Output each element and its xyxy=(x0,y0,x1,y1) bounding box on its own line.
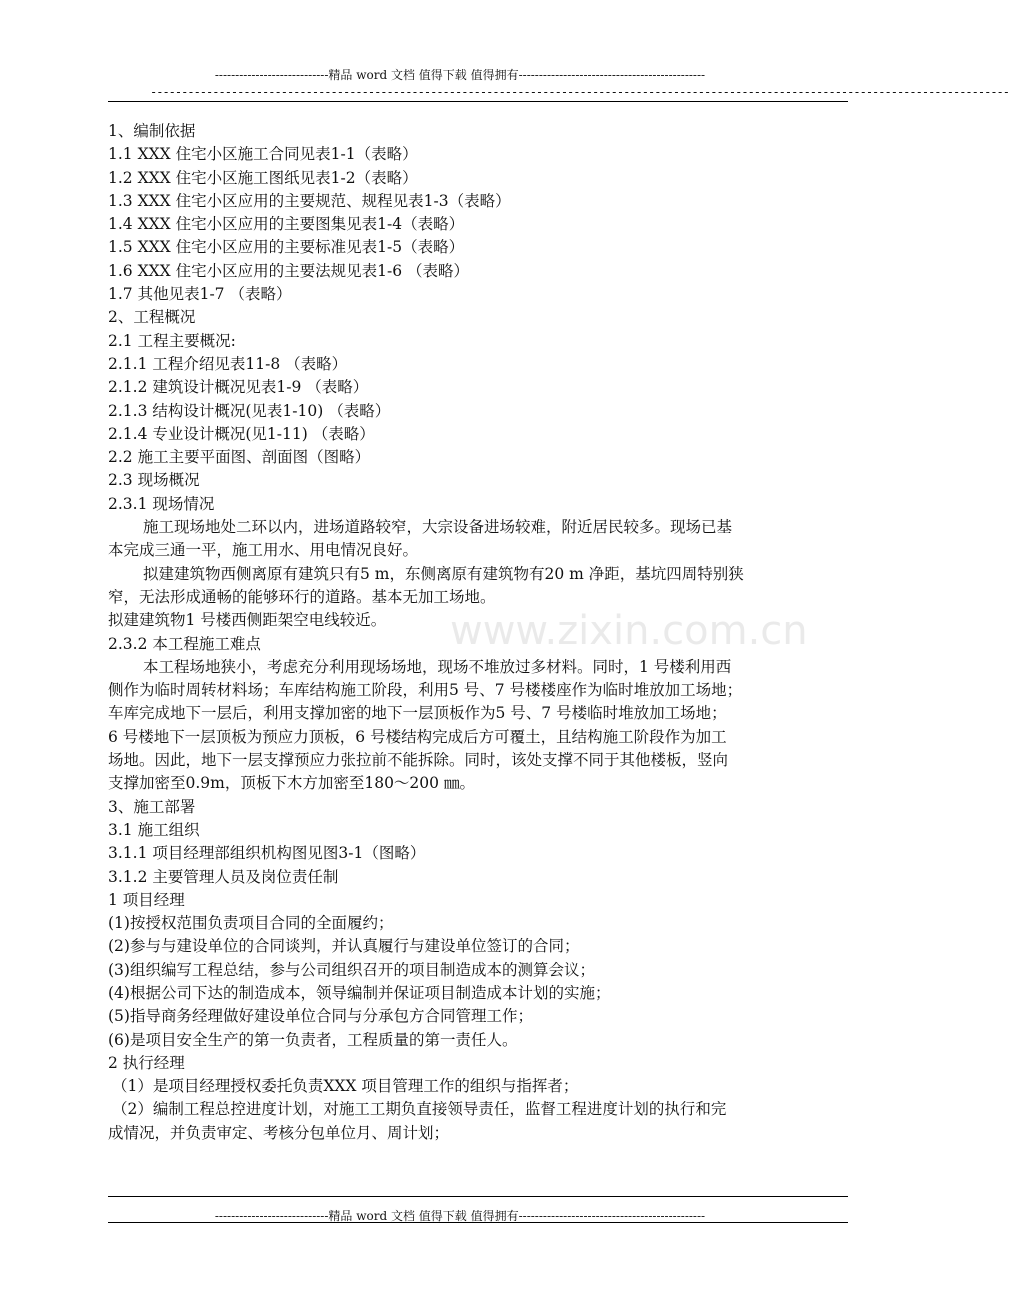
list-item: 1.5 XXX 住宅小区应用的主要标准见表1-5（表略） xyxy=(108,238,465,257)
list-item: （1）是项目经理授权委托负责XXX 项目管理工作的组织与指挥者； xyxy=(112,1077,579,1096)
paragraph-line: 本工程场地狭小，考虑充分利用现场场地，现场不堆放过多材料。同时，1 号楼利用西 xyxy=(143,657,732,676)
list-item: 2.3.1 现场情况 xyxy=(108,494,215,513)
paragraph-line: 窄，无法形成通畅的能够环行的道路。基本无加工场地。 xyxy=(108,587,496,606)
watermark: www.zixin.com.cn xyxy=(450,608,808,654)
list-item: 2.1.4 专业设计概况(见1-11) （表略） xyxy=(108,424,375,443)
list-item: 2.1.2 建筑设计概况见表1-9 （表略） xyxy=(108,378,369,397)
list-item: (4)根据公司下达的制造成本，领导编制并保证项目制造成本计划的实施； xyxy=(108,983,611,1002)
footer-bottom-rule xyxy=(108,1222,848,1223)
list-item: 1.1 XXX 住宅小区施工合同见表1-1（表略） xyxy=(108,145,418,164)
page-header-text: ----------------------------精品 word 文档 值得下载 值得拥有---------------------------------------------- xyxy=(214,68,706,82)
paragraph-line: 本完成三通一平，施工用水、用电情况良好。 xyxy=(108,541,419,560)
page-header-dashes: ------------------------------------------------------------------------------------------------------------------------------------------ xyxy=(150,85,1009,99)
list-item: 2 执行经理 xyxy=(108,1053,185,1072)
paragraph-line: 侧作为临时周转材料场；车库结构施工阶段，利用5 号、7 号楼楼座作为临时堆放加工场地； xyxy=(108,681,743,700)
list-item: 3.1 施工组织 xyxy=(108,820,200,839)
list-item: 2.1.1 工程介绍见表11-8 （表略） xyxy=(108,354,348,373)
list-item: 1 项目经理 xyxy=(108,890,185,909)
paragraph-line: 施工现场地处二环以内，进场道路较窄，大宗设备进场较难，附近居民较多。现场已基 xyxy=(143,518,733,537)
list-item: 2.3 现场概况 xyxy=(108,471,200,490)
list-item: 1.6 XXX 住宅小区应用的主要法规见表1-6 （表略） xyxy=(108,261,469,280)
section-heading: 3、施工部署 xyxy=(108,797,196,816)
list-item: 2.3.2 本工程施工难点 xyxy=(108,634,261,653)
list-item: 2.2 施工主要平面图、剖面图（图略） xyxy=(108,448,371,467)
footer-rule xyxy=(108,1196,848,1197)
paragraph-line: 支撑加密至0.9m，顶板下木方加密至180～200 ㎜。 xyxy=(108,774,475,793)
paragraph-line: 场地。因此，地下一层支撑预应力张拉前不能拆除。同时，该处支撑不同于其他楼板，竖向 xyxy=(108,751,729,770)
list-item: (6)是项目安全生产的第一负责者，工程质量的第一责任人。 xyxy=(108,1030,518,1049)
header-rule xyxy=(108,101,848,102)
section-heading: 1、编制依据 xyxy=(108,122,196,140)
paragraph-line: 拟建建筑物1 号楼西侧距架空电线较近。 xyxy=(108,611,387,630)
list-item: (3)组织编写工程总结，参与公司组织召开的项目制造成本的测算会议； xyxy=(108,960,595,979)
list-item: (5)指导商务经理做好建设单位合同与分承包方合同管理工作； xyxy=(108,1007,533,1026)
list-item: （2）编制工程总控进度计划，对施工工期负直接领导责任，监督工程进度计划的执行和完 xyxy=(112,1100,727,1119)
list-item: (2)参与与建设单位的合同谈判，并认真履行与建设单位签订的合同； xyxy=(108,937,580,956)
section-heading: 2、工程概况 xyxy=(108,308,196,327)
paragraph-line: 6 号楼地下一层顶板为预应力顶板，6 号楼结构完成后方可覆土，且结构施工阶段作为加工 xyxy=(108,727,727,746)
list-item: (1)按授权范围负责项目合同的全面履约； xyxy=(108,914,394,933)
document-body xyxy=(108,120,848,1145)
list-item: 1.7 其他见表1-7 （表略） xyxy=(108,285,292,304)
list-item: 1.4 XXX 住宅小区应用的主要图集见表1-4（表略） xyxy=(108,215,465,234)
paragraph-line: 成情况，并负责审定、考核分包单位月、周计划； xyxy=(108,1123,450,1142)
list-item: 3.1.2 主要管理人员及岗位责任制 xyxy=(108,867,339,886)
paragraph-line: 拟建建筑物西侧离原有建筑只有5 m，东侧离原有建筑物有20 m 净距，基坑四周特别狭 xyxy=(143,564,744,583)
list-item: 2.1.3 结构设计概况(见表1-10) （表略） xyxy=(108,401,391,420)
list-item: 1.2 XXX 住宅小区施工图纸见表1-2（表略） xyxy=(108,168,418,187)
list-item: 1.3 XXX 住宅小区应用的主要规范、规程见表1-3（表略） xyxy=(108,191,511,210)
paragraph-line: 车库完成地下一层后，利用支撑加密的地下一层顶板作为5 号、7 号楼临时堆放加工场地； xyxy=(108,704,727,723)
page-footer-text: ----------------------------精品 word 文档 值得下载 值得拥有---------------------------------------------- xyxy=(214,1209,706,1223)
list-item: 3.1.1 项目经理部组织机构图见图3-1（图略） xyxy=(108,844,426,863)
list-item: 2.1 工程主要概况: xyxy=(108,331,236,350)
